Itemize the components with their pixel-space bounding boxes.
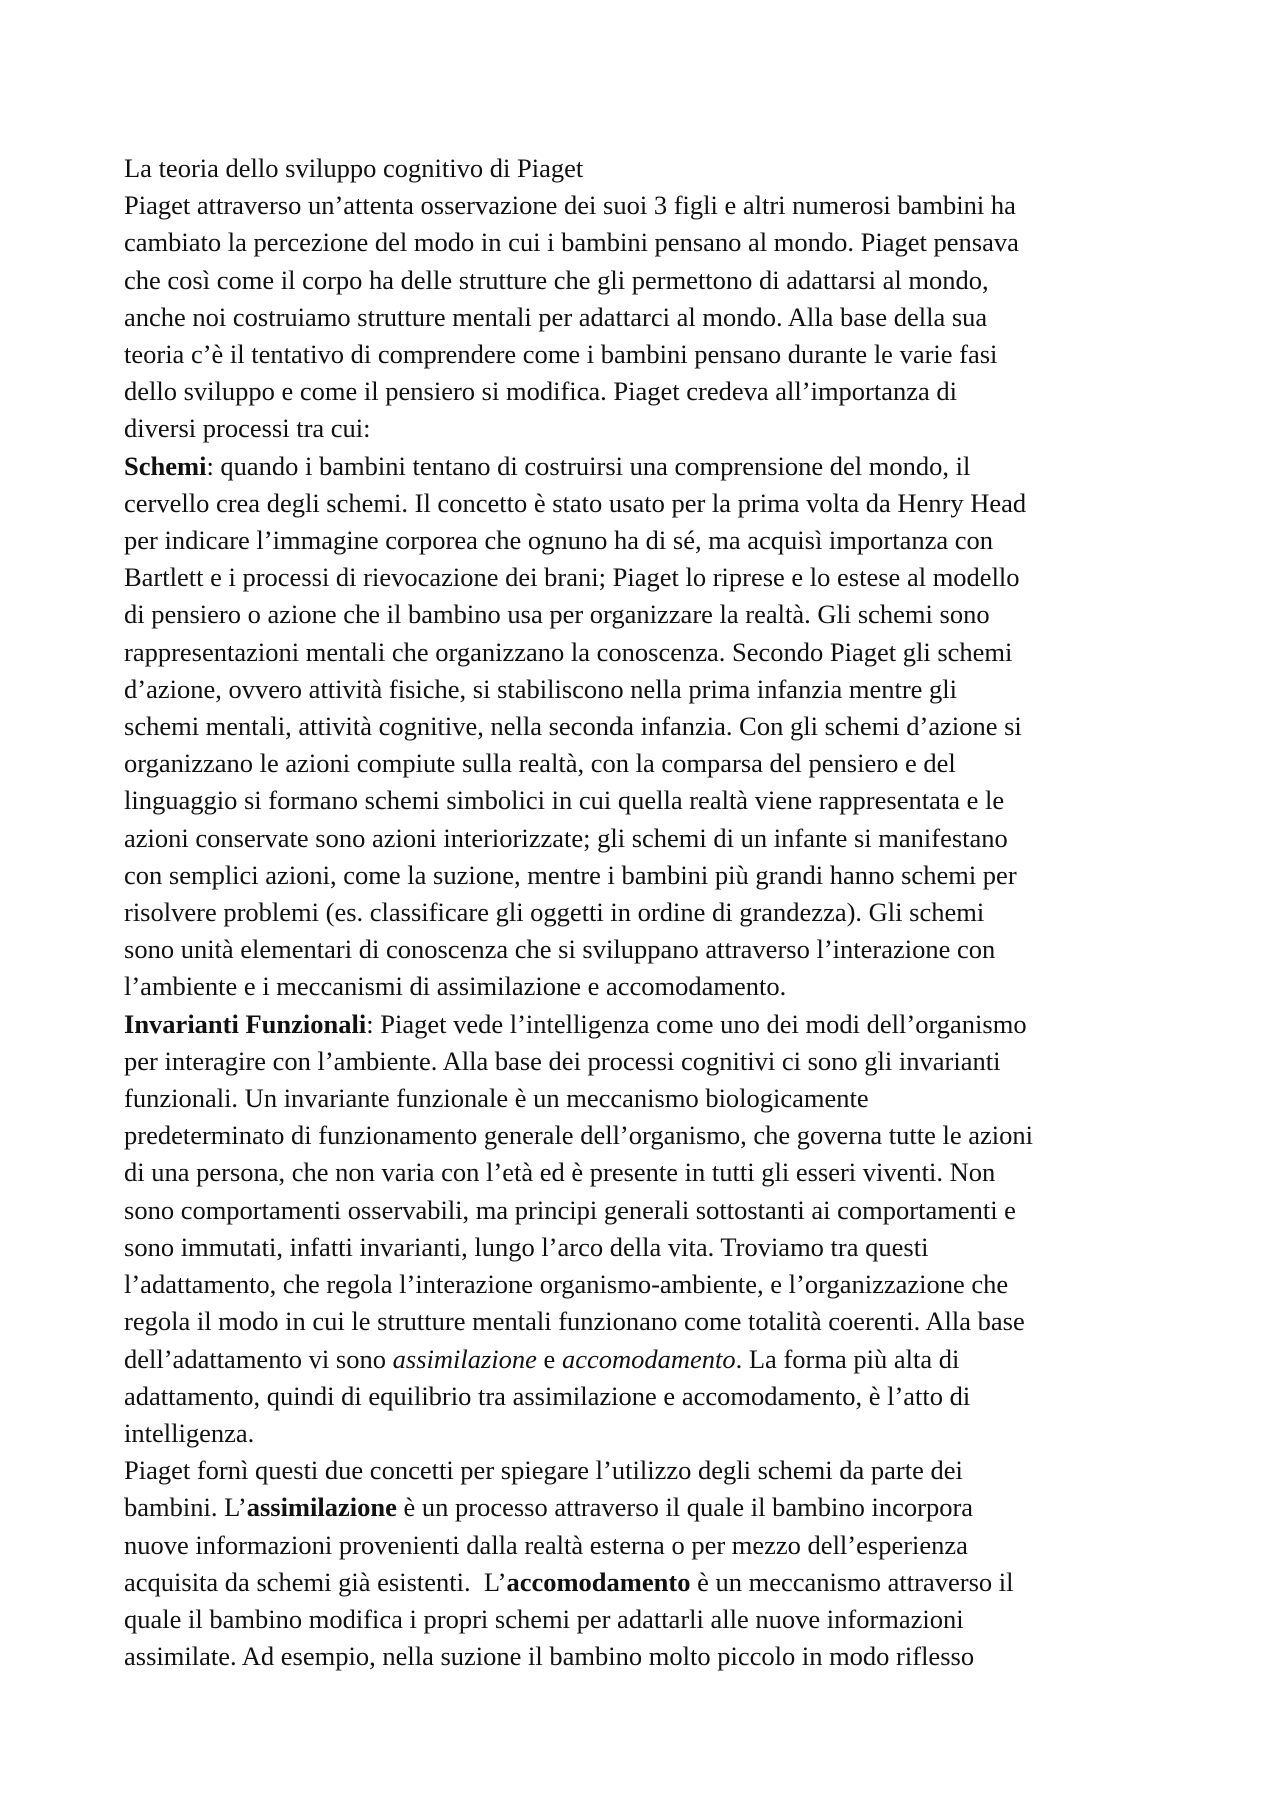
text-line: Piaget attraverso un’attenta osservazione dei suoi 3 figli e altri numerosi bambini ha <box>124 190 1016 221</box>
document-title: La teoria dello sviluppo cognitivo di Piaget <box>124 153 584 183</box>
assim-line2-post: è un processo attraverso il quale il bambino incorpora <box>396 1492 974 1523</box>
text-line: l’adattamento, che regola l’interazione organismo-ambiente, e l’organizzazione che <box>124 1269 1009 1300</box>
invarianti-first-line: : Piaget vede l’intelligenza come uno dei modi dell’organismo <box>366 1008 1027 1039</box>
schemi-term: Schemi <box>124 450 207 481</box>
assimilazione-italic: assimilazione <box>392 1343 537 1374</box>
assimilazione-term: assimilazione <box>246 1492 397 1523</box>
text-line: azioni conservate sono azioni interiorizzate; gli schemi di un infante si manifestano <box>124 822 1008 853</box>
assim-line4-post: è un meccanismo attraverso il <box>690 1566 1014 1597</box>
text-line: l’ambiente e i meccanismi di assimilazione e accomodamento. <box>124 971 787 1002</box>
assimilazione-section <box>124 1452 1184 1675</box>
text-line: adattamento, quindi di equilibrio tra assimilazione e accomodamento, è l’atto di <box>124 1380 971 1411</box>
text-line: sono comportamenti osservabili, ma principi generali sottostanti ai comportamenti e <box>124 1194 1016 1225</box>
text-line: intelligenza. <box>124 1417 255 1448</box>
text-line <box>124 1006 1184 1043</box>
text-line: che così come il corpo ha delle strutture che gli permettono di adattarsi al mondo, <box>124 264 989 295</box>
italic-line-mid: e <box>536 1343 562 1374</box>
text-line: per indicare l’immagine corporea che ognuno ha di sé, ma acquisì importanza con <box>124 525 994 556</box>
text-line: organizzano le azioni compiute sulla realtà, con la comparsa del pensiero e del <box>124 748 956 779</box>
text-line: cambiato la percezione del modo in cui i bambini pensano al mondo. Piaget pensava <box>124 227 1019 258</box>
text-line: Piaget fornì questi due concetti per spiegare l’utilizzo degli schemi da parte dei <box>124 1455 963 1486</box>
text-line: sono unità elementari di conoscenza che si sviluppano attraverso l’interazione con <box>124 934 996 965</box>
accomodamento-italic: accomodamento <box>561 1343 736 1374</box>
text-line: di una persona, che non varia con l’età ed è presente in tutti gli esseri viventi. Non <box>124 1157 996 1188</box>
italic-line-pre: dell’adattamento vi sono <box>124 1343 393 1374</box>
text-line: linguaggio si formano schemi simbolici in cui quella realtà viene rappresentata e le <box>124 785 1005 816</box>
text-line <box>124 448 1184 485</box>
text-line: diversi processi tra cui: <box>124 413 371 444</box>
text-line: d’azione, ovvero attività fisiche, si stabiliscono nella prima infanzia mentre gli <box>124 673 958 704</box>
text-line: assimilate. Ad esempio, nella suzione il bambino molto piccolo in modo riflesso <box>124 1641 975 1672</box>
intro-paragraph <box>124 187 1184 447</box>
text-line: teoria c’è il tentativo di comprendere come i bambini pensano durante le varie fasi <box>124 339 998 370</box>
text-line: di pensiero o azione che il bambino usa per organizzare la realtà. Gli schemi sono <box>124 599 990 630</box>
text-line: per interagire con l’ambiente. Alla base dei processi cognitivi ci sono gli invarianti <box>124 1045 1001 1076</box>
text-line <box>124 1341 1184 1378</box>
text-line: con semplici azioni, come la suzione, mentre i bambini più grandi hanno schemi per <box>124 859 1017 890</box>
schemi-first-line: : quando i bambini tentano di costruirsi una comprensione del mondo, il <box>206 450 971 481</box>
text-line: rappresentazioni mentali che organizzano la conoscenza. Secondo Piaget gli schemi <box>124 636 1013 667</box>
text-line: nuove informazioni provenienti dalla realtà esterna o per mezzo dell’esperienza <box>124 1529 968 1560</box>
text-line: sono immutati, infatti invarianti, lungo l’arco della vita. Troviamo tra questi <box>124 1231 929 1262</box>
italic-line-post: . La forma più alta di <box>735 1343 960 1374</box>
text-line: Bartlett e i processi di rievocazione dei brani; Piaget lo riprese e lo estese al modello <box>124 562 1020 593</box>
text-line: schemi mentali, attività cognitive, nella seconda infanzia. Con gli schemi d’azione si <box>124 711 1022 742</box>
text-line: predeterminato di funzionamento generale dell’organismo, che governa tutte le azioni <box>124 1120 1033 1151</box>
assim-line4-pre: acquisita da schemi già esistenti. L’ <box>124 1566 507 1597</box>
text-line: funzionali. Un invariante funzionale è un meccanismo biologicamente <box>124 1083 869 1114</box>
text-line: regola il modo in cui le strutture mentali funzionano come totalità coerenti. Alla base <box>124 1306 1025 1337</box>
text-line: risolvere problemi (es. classificare gli oggetti in ordine di grandezza). Gli schemi <box>124 897 985 928</box>
text-line: cervello crea degli schemi. Il concetto è stato usato per la prima volta da Henry Head <box>124 487 1027 518</box>
text-line: quale il bambino modifica i propri schemi per adattarli alle nuove informazioni <box>124 1603 964 1634</box>
text-line <box>124 1489 1184 1526</box>
document-page <box>124 150 1184 1675</box>
schemi-section <box>124 448 1184 1006</box>
invarianti-term: Invarianti Funzionali <box>124 1008 367 1039</box>
text-line <box>124 1564 1184 1601</box>
text-line: dello sviluppo e come il pensiero si modifica. Piaget credeva all’importanza di <box>124 376 958 407</box>
accomodamento-term: accomodamento <box>506 1566 691 1597</box>
invarianti-section <box>124 1006 1184 1452</box>
text-line: anche noi costruiamo strutture mentali per adattarci al mondo. Alla base della sua <box>124 301 988 332</box>
assim-line2-pre: bambini. L’ <box>124 1492 247 1523</box>
